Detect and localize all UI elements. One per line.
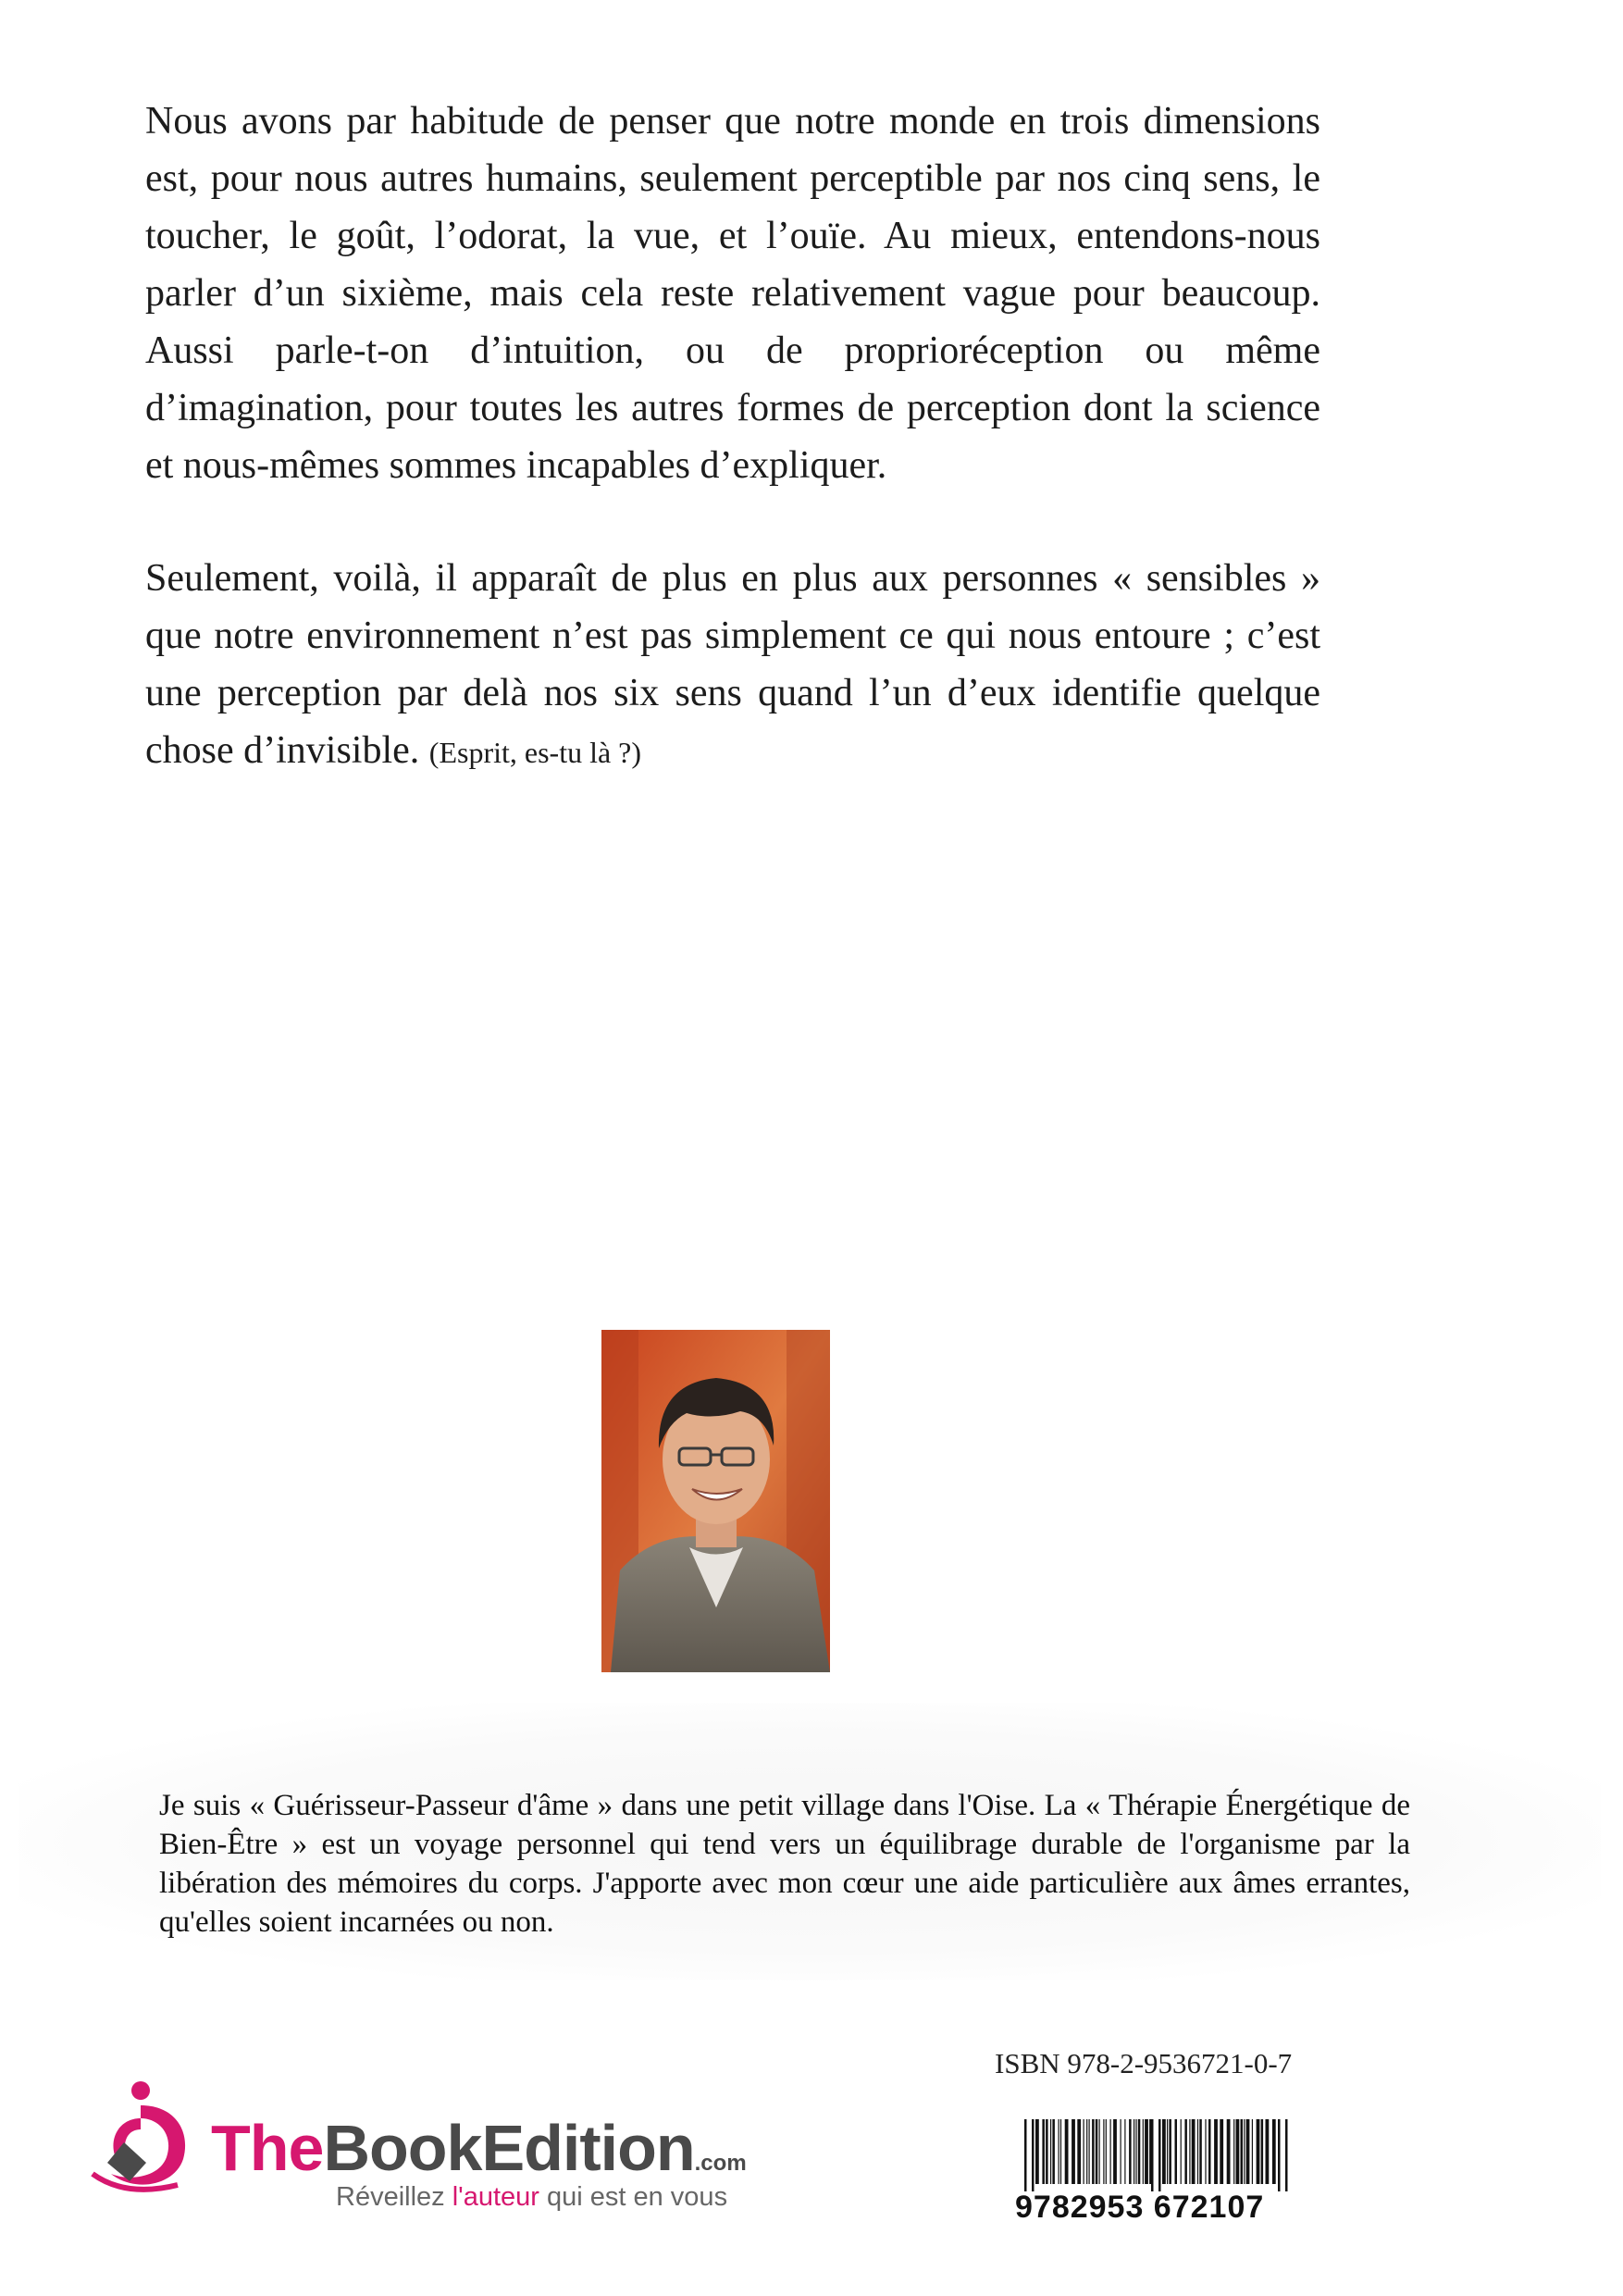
- wordmark-the: The: [211, 2112, 324, 2184]
- wordmark-book: Book: [323, 2112, 482, 2184]
- publisher-tagline: [336, 2182, 727, 2213]
- tagline-start: Réveillez: [336, 2182, 452, 2212]
- wordmark-domain: .com: [694, 2151, 747, 2176]
- main-text: [145, 93, 1320, 837]
- paragraph-1: Nous avons par habitude de penser que notre monde en trois dimensions est, pour nous autres humains, seulement perceptible par nos cinq sens, le toucher, le goût, l’odorat, la vue, et l’ouïe. Au mieux, entendons-nous parler d’un sixième, mais cela reste relativement vague pour beaucoup. Aussi parle-t-on d’intuition, ou de proprioréception ou même d’imagination, pour toutes les autres formes de perception dont la science et nous-mêmes sommes incapables d’expliquer.: [145, 100, 1320, 487]
- tagline-accent: l'auteur: [452, 2182, 539, 2212]
- barcode-icon: [1024, 2119, 1288, 2191]
- barcode: [1024, 2119, 1288, 2191]
- publisher-logo: [89, 2078, 200, 2198]
- publisher-logo-figure-icon: [89, 2078, 200, 2198]
- author-photo: [601, 1330, 830, 1672]
- isbn-label: ISBN 978-2-9536721-0-7: [995, 2047, 1293, 2079]
- barcode-digits: 9782953 672107: [1015, 2190, 1265, 2225]
- paragraph-2-aside: (Esprit, es-tu là ?): [428, 736, 642, 769]
- author-bio: Je suis « Guérisseur-Passeur d'âme » dans une petit village dans l'Oise. La « Thérapie Énergétique de Bien-Être » est un voyage personnel qui tend vers un équilibrage durable de l'organisme par la libération des mémoires du corps. J'apporte avec mon cœur une aide particulière aux âmes errantes, qu'elles soient incarnées ou non.: [159, 1789, 1410, 1939]
- paragraph-2: [145, 550, 1320, 781]
- paragraph-2-text: Seulement, voilà, il apparaît de plus en plus aux personnes « sensibles » que notre environnement n’est pas simplement ce qui nous entoure ; c’est une perception par delà nos six sens quand l’un d’eux identifie quelque chose d’invisible.: [145, 557, 1320, 772]
- wordmark-edition: Edition: [481, 2112, 695, 2184]
- tagline-end: qui est en vous: [539, 2182, 728, 2212]
- author-portrait-photo-icon: [601, 1330, 830, 1672]
